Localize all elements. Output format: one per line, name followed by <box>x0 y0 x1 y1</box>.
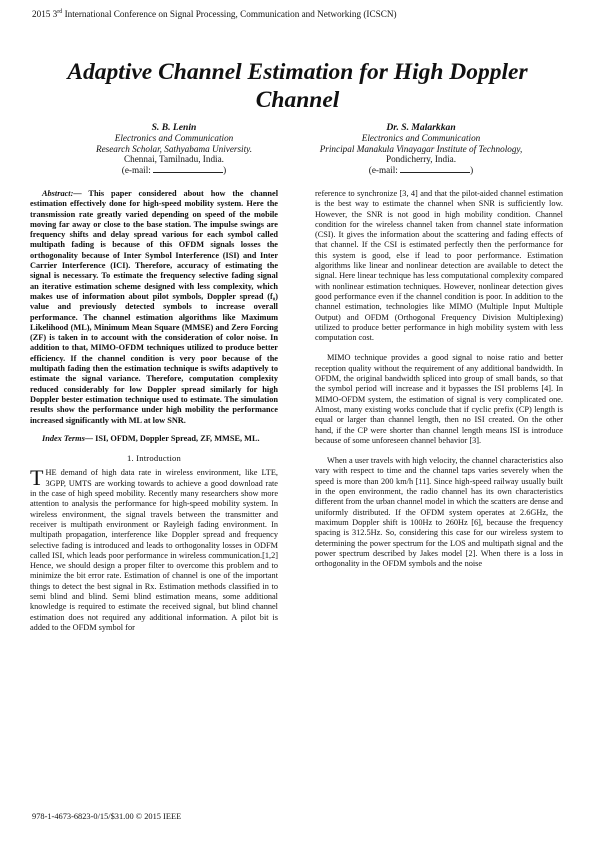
copyright-footer: 978-1-4673-6823-0/15/$31.00 © 2015 IEEE <box>32 812 182 821</box>
author-name: S. B. Lenin <box>151 122 197 133</box>
body-paragraph-3: When a user travels with high velocity, the channel characteristics also vary with respect to time and the channel taps varies severely when the speed is more than 200 km/h [11]. Since high-speed railway usually built in the open environment, the radio channel has its own characteristics different from the urban channel model in which the scatters are dense and uniformly distributed. If the OFDM system operates at 2.6GHz, the maximum Doppler shift is 100Hz to 260Hz [6], because the frequency spacing is 312.5Hz. So, considering this case for our wireless system to determining the power spectrum for the LOS and multipath signal and the power spectrum described by Jakes model [2]. When there is a loss in orthogonality in the OFDM symbols and the noise <box>315 456 563 569</box>
drop-cap: T <box>30 465 44 491</box>
section-heading-introduction: 1. Introduction <box>126 453 182 464</box>
author-block-2 <box>301 123 541 175</box>
author-name: Dr. S. Malarkkan <box>386 122 456 133</box>
left-column <box>30 189 278 633</box>
author-email-link[interactable] <box>153 172 223 173</box>
intro-paragraph <box>30 465 278 633</box>
body-paragraph-2: MIMO technique provides a good signal to noise ratio and better reception quality without the requirement of any additional bandwidth. In OFDM, the original bandwidth spliced into group of small bands, so that the symbol period will increase and it bypasses the ISI problems [4]. In MIMO-OFDM system, the estimation of signal is very complicated one. Almost, many existing works conclude that if cyclic prefix (CP) length is equal or larger than channel length, then no ISI created. On the other hand, if the CP were shorter than channel length means ISI is introduce because of some unforeseen channel behavior [3]. <box>315 353 563 445</box>
index-terms <box>30 434 278 444</box>
conference-header: 2015 3rd International Conference on Signal Processing, Communication and Networking (ICSCN) <box>32 9 397 20</box>
author-block-1 <box>54 123 294 175</box>
abstract <box>30 189 278 426</box>
author-dept: Electronics and Communication <box>114 133 234 144</box>
abstract-label: Abstract:— <box>42 189 82 198</box>
author-city: Pondicherry, India. <box>385 154 457 165</box>
author-email-link[interactable] <box>400 172 470 173</box>
index-terms-text: ISI, OFDM, Doppler Spread, ZF, MMSE, ML. <box>93 433 260 443</box>
paper-title: Adaptive Channel Estimation for High Doppler Channel <box>67 59 528 113</box>
right-column <box>315 189 563 569</box>
author-affiliation: Principal Manakula Vinayagar Institute of Technology, <box>319 143 523 154</box>
author-affiliation: Research Scholar, Sathyabama University. <box>95 143 253 154</box>
abstract-text: This paper considered about how the channel estimation effectively done for high-speed mobility system. Here the transmission rate greatly varied depending on speed of the mobile moving far away or close to the base station. The impulse swings are frequency shifts and delay spread various for each symbol called multipath fading is because of this OFDM signals losses the orthogonality because of Inter Symbol Interference (ISI) and Inter Carrier Interference (ICI). Therefore, accuracy of estimating the signal is necessary. To estimate the frequency selective fading signal an iterative estimation scheme designed with less complexity, which makes use of information about pilot symbols, Doppler spread (f₀) value and previously detected symbols to increase overall performance. The channel estimation algorithms like Maximum Likelihood (ML), Minimum Mean Square (MMSE) and Zero Forcing (ZF) is taken in to account with the consideration of color noise. In addition to that, MIMO-OFDM techniques utilized to produce better efficiency. If the channel condition is very poor because of the multipath fading then the estimation technique is swifts adaptively to estimate the signal variance. Therefore, computation complexity reduced considerably for low Doppler spread similarly for high Doppler bester estimation technique used to estimate. The simulation results show the performance under high mobility the performance increased significantly with ML at low SNR. <box>30 189 278 425</box>
intro-text: HE demand of high data rate in wireless environment, like LTE, 3GPP, UMTS are working towards to achieve a good download rate in the case of high speed mobility. Recently many researchers show more attention to analysis the performance for high-speed mobility system. In wireless environment, the signal travels between the transmitter and receiver is multipath environment or Rayleigh fading environment. In multipath propagation, interference like Doppler spread and frequency selective fading is introduced and leads to orthogonality losses in ODFM called ISI, which leads poor performance in wireless communication.[1,2] Hence, we should design a proper filter to overcome this problem and to minimize the bit error rate. Estimation of channel is one of the important things to detect the best signal in Rx. Estimation methods classified in to semi blind and blind. Semi blind estimation means, some additional knowledge is required to estimate the received signal, but blind channel estimation does not required any additional information. A pilot bit is added to the OFDM symbol for <box>30 468 278 632</box>
author-city: Chennai, Tamilnadu, India. <box>124 154 224 165</box>
author-email-line: (e-mail: ) <box>121 164 227 175</box>
author-dept: Electronics and Communication <box>361 133 481 144</box>
body-paragraph-1: reference to synchronize [3, 4] and that the pilot-aided channel estimation is the best way to estimate the channel when SNR is sufficiently low. However, the SNR is not good in high mobility condition. Channel condition for the wireless channel taken from channel state information (CSI). It gives the information about the scattering and fading effects of that channel. If the CSI is estimated perfectly then the performance for this system is good, else if lead to poor performance. Estimation algorithms like linear and nonlinear detection are available to detect the signal. Here linear technique has less computational complexity compared with nonlinear estimation techniques. However, nonlinear detection gives good performance even if the channel condition is poor. In addition to the channel estimation, technologies like MIMO (Multiple Input Multiple Output) and OFDM (Orthogonal Frequency Division Multiplexing) utilized to produce better performance in high mobility system with less computation cost. <box>315 189 563 343</box>
index-terms-label: Index Terms— <box>42 433 94 443</box>
author-email-line: (e-mail: ) <box>368 164 474 175</box>
